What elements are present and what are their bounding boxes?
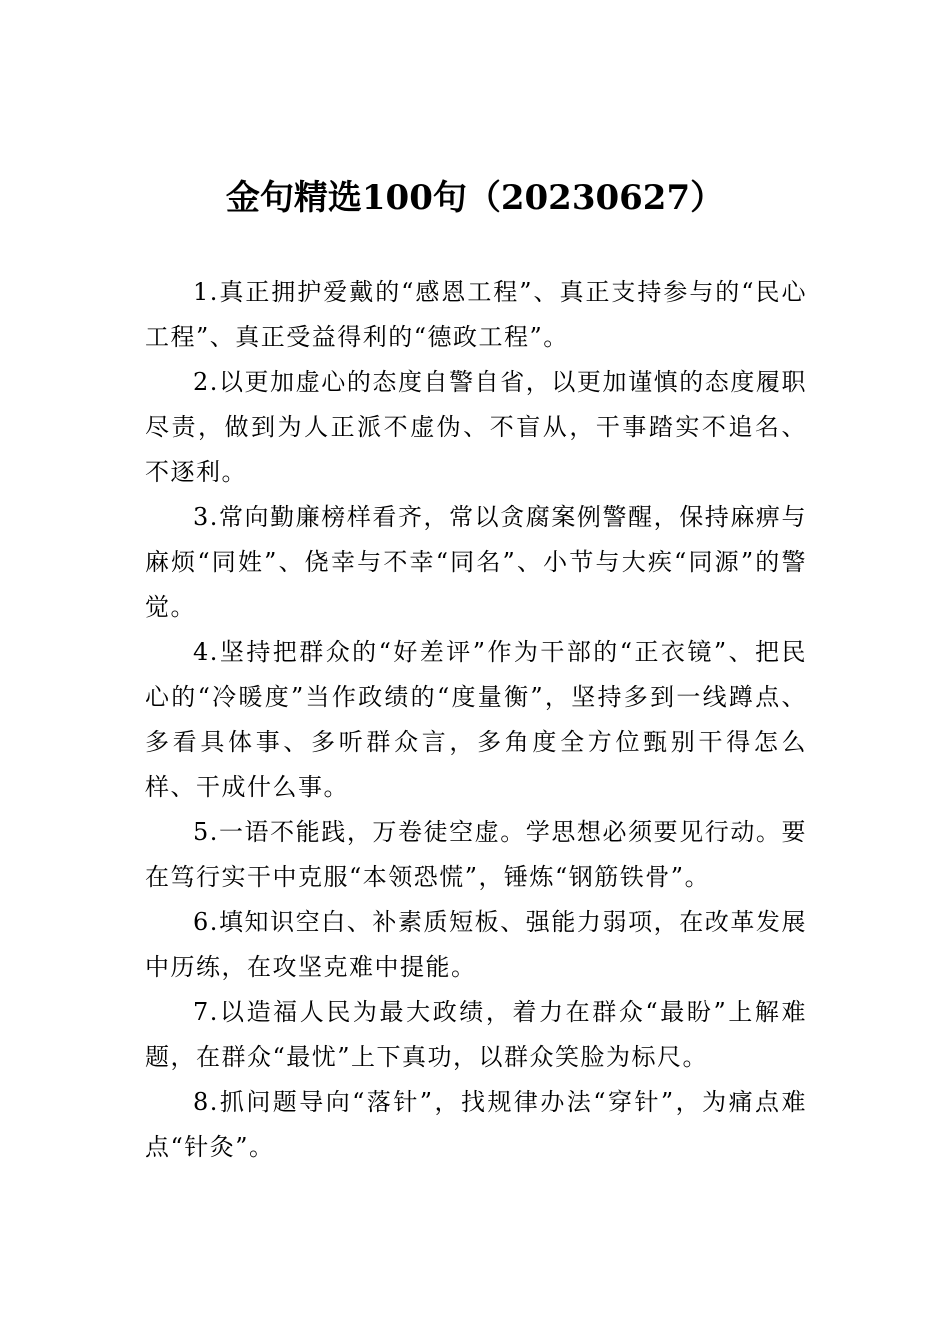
paragraph-8: 8.抓问题导向“落针”，找规律办法“穿针”，为痛点难点“针灸”。 [145, 1088, 807, 1161]
paragraph-2: 2.以更加虚心的态度自警自省，以更加谨慎的态度履职尽责，做到为人正派不虚伪、不盲从，干事踏实不追名、不逐利。 [145, 368, 807, 486]
paragraph-4: 4.坚持把群众的“好差评”作为干部的“正衣镜”、把民心的“冷暖度”当作政绩的“度量衡”，坚持多到一线蹲点、多看具体事、多听群众言，多角度全方位甄别干得怎么样、干成什么事。 [145, 638, 807, 801]
page-title: 金句精选100句（20230627） [225, 178, 725, 218]
paragraph-3: 3.常向勤廉榜样看齐，常以贪腐案例警醒，保持麻痹与麻烦“同姓”、侥幸与不幸“同名”、小节与大疾“同源”的警觉。 [145, 503, 807, 621]
paragraph-7: 7.以造福人民为最大政绩，着力在群众“最盼”上解难题，在群众“最忧”上下真功，以群众笑脸为标尺。 [145, 998, 807, 1071]
paragraph-6: 6.填知识空白、补素质短板、强能力弱项，在改革发展中历练，在攻坚克难中提能。 [145, 908, 807, 981]
document-body [145, 270, 807, 1170]
paragraph-5: 5.一语不能践，万卷徒空虚。学思想必须要见行动。要在笃行实干中克服“本领恐慌”，锤炼“钢筋铁骨”。 [145, 818, 807, 891]
paragraph-1: 1.真正拥护爱戴的“感恩工程”、真正支持参与的“民心工程”、真正受益得利的“德政工程”。 [145, 278, 807, 351]
